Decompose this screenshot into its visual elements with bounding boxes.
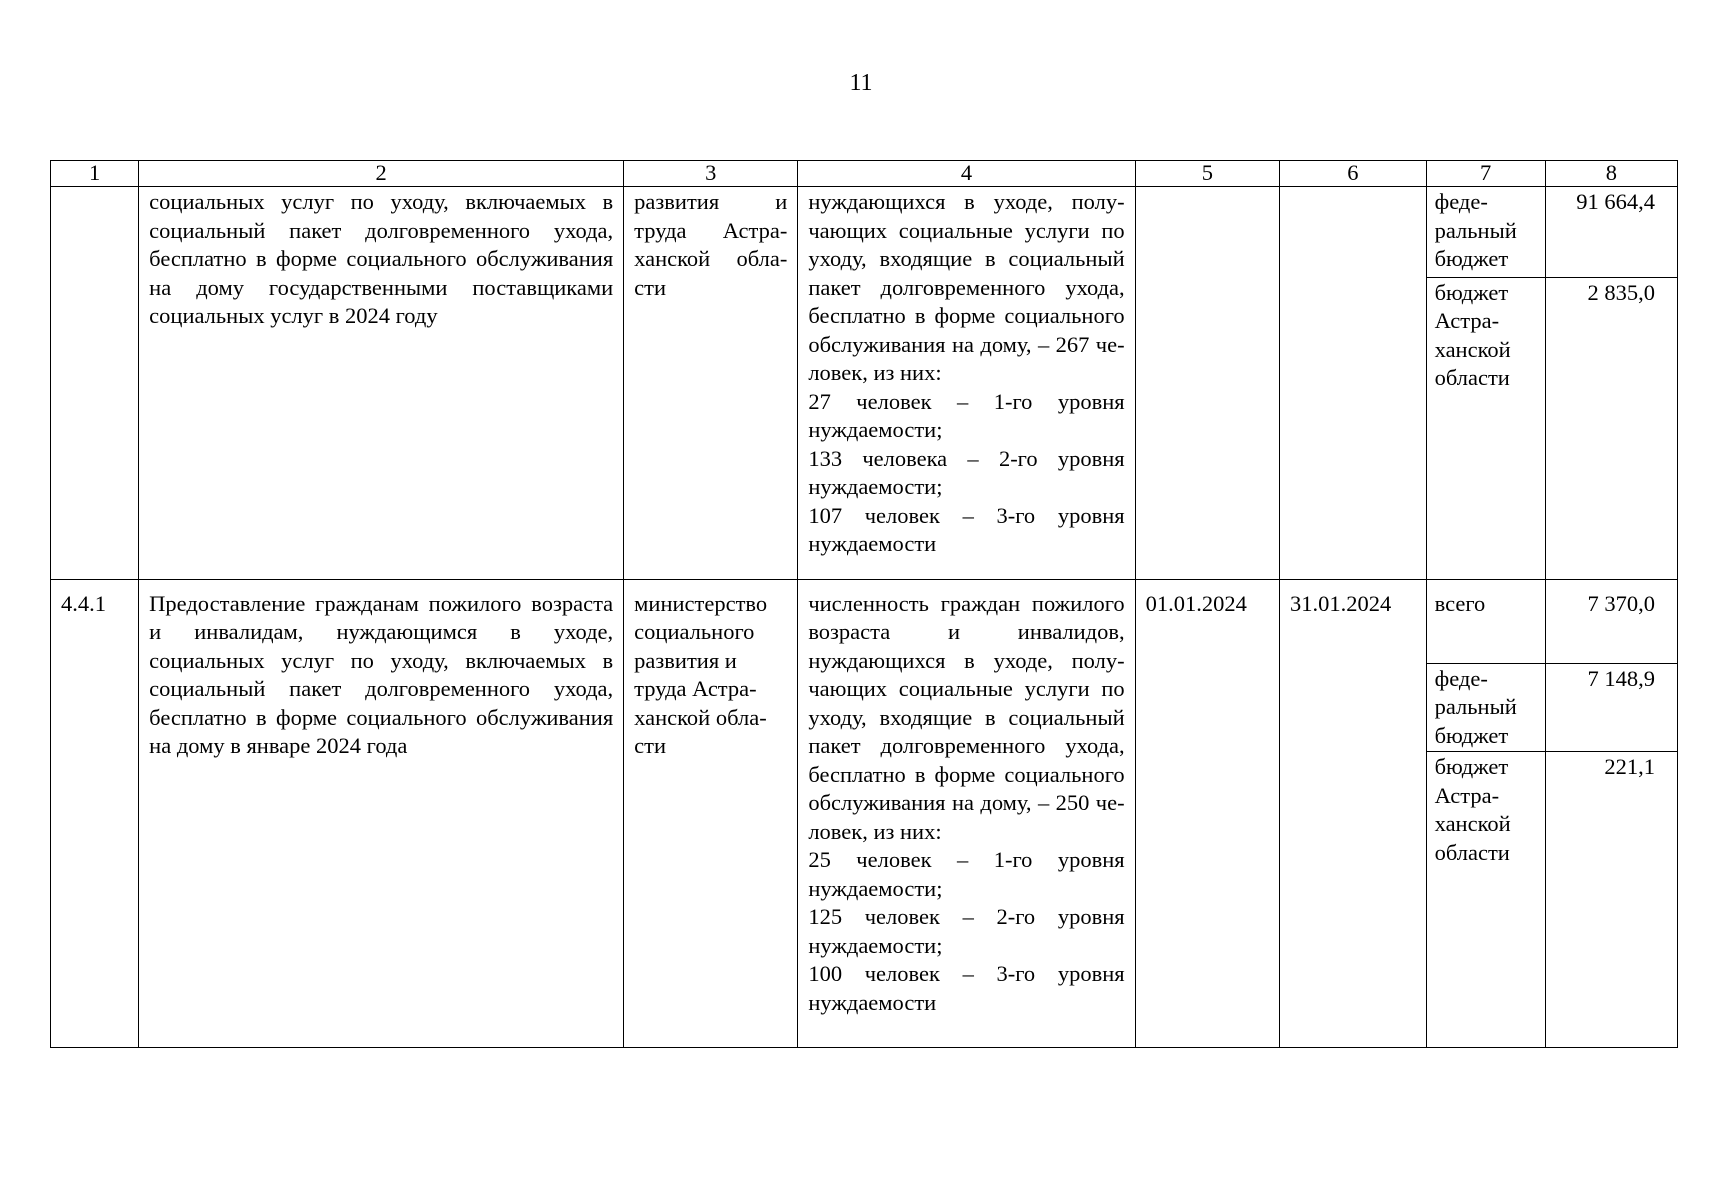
- need-level-1: 25 человек – 1-го уровня нуждаемости;: [808, 847, 1125, 901]
- item-number: 4.4.1: [51, 579, 139, 1048]
- need-level-2: 133 человека – 2-го уровня нуждаемости;: [808, 445, 1125, 499]
- activity-table: [50, 160, 1678, 1048]
- funding-amount: 221,1: [1545, 752, 1677, 1048]
- start-date: [1135, 187, 1279, 580]
- table-row: [51, 187, 1678, 278]
- funding-amount: 91 664,4: [1545, 187, 1677, 278]
- funding-source: всего: [1426, 579, 1545, 663]
- indicator-text: нуждающихся в уходе, получающих социальные услуги по уходу, входящие в социальный пакет долговременного ухода, бесплатно в форме социального обслуживания на дому, – 267 человек, из них:: [808, 189, 1125, 385]
- funding-amount: 2 835,0: [1545, 277, 1677, 579]
- funding-source: федеральный бюджет: [1426, 663, 1545, 752]
- funding-source: бюджет Астраханской области: [1426, 277, 1545, 579]
- indicator: [798, 187, 1135, 580]
- column-header-8: 8: [1545, 161, 1677, 187]
- activity-description: Предоставление гражданам пожилого возраста и инвалидам, нуждающимся в уходе, социальных услуг по уходу, включаемых в социальный пакет долговременного ухода, бесплатно в форме социального обслуживания на дому в январе 2024 года: [139, 579, 624, 1048]
- need-level-3: 100 человек – 3-го уровня нуждаемости: [808, 961, 1125, 1015]
- indicator-text: численность граждан пожилого возраста и инвалидов, нуждающихся в уходе, получающих социальные услуги по уходу, входящие в социальный пакет долговременного ухода, бесплатно в форме социального обслуживания на дому, – 250 человек, из них:: [808, 590, 1125, 844]
- executor: министерство социального развития и труда Астраханской области: [624, 579, 798, 1048]
- item-number: [51, 187, 139, 580]
- need-level-3: 107 человек – 3-го уровня нуждаемости: [808, 502, 1125, 556]
- column-header-2: 2: [139, 161, 624, 187]
- start-date: 01.01.2024: [1135, 579, 1279, 1048]
- need-level-2: 125 человек – 2-го уровня нуждаемости;: [808, 904, 1125, 958]
- header-row: [51, 161, 1678, 187]
- indicator: [798, 579, 1135, 1048]
- executor: развития и труда Астраханской области: [624, 187, 798, 580]
- column-header-4: 4: [798, 161, 1135, 187]
- table-row: [51, 579, 1678, 663]
- funding-amount: 7 148,9: [1545, 663, 1677, 752]
- page-number: 11: [849, 70, 873, 96]
- need-level-1: 27 человек – 1-го уровня нуждаемости;: [808, 388, 1125, 442]
- column-header-7: 7: [1426, 161, 1545, 187]
- funding-source: бюджет Астраханской области: [1426, 752, 1545, 1048]
- column-header-1: 1: [51, 161, 139, 187]
- column-header-5: 5: [1135, 161, 1279, 187]
- funding-source: федеральный бюджет: [1426, 187, 1545, 278]
- column-header-6: 6: [1280, 161, 1427, 187]
- funding-amount: 7 370,0: [1545, 579, 1677, 663]
- end-date: [1280, 187, 1427, 580]
- activity-description: социальных услуг по уходу, включаемых в социальный пакет долговременного ухода, бесплатно в форме социального обслуживания на дому государственными поставщиками социальных услуг в 2024 году: [139, 187, 624, 580]
- end-date: 31.01.2024: [1280, 579, 1427, 1048]
- column-header-3: 3: [624, 161, 798, 187]
